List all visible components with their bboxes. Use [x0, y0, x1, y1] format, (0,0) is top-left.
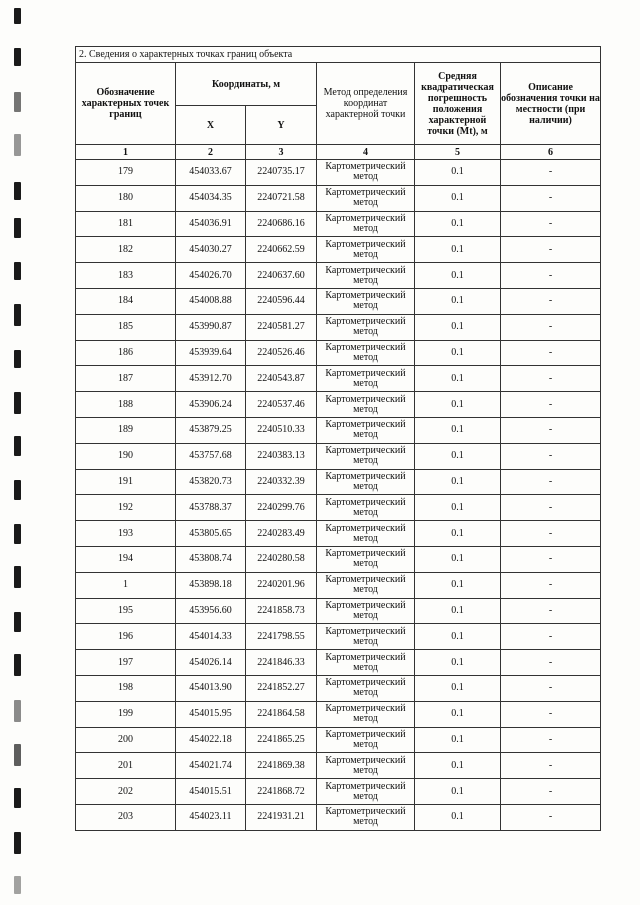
description-cell: -	[501, 340, 601, 366]
table-row	[76, 366, 601, 392]
error-cell: 0.1	[415, 340, 501, 366]
y-coordinate-cell: 2240510.33	[246, 417, 317, 443]
error-cell: 0.1	[415, 469, 501, 495]
header-y: Y	[246, 106, 317, 145]
y-coordinate-cell: 2240596.44	[246, 288, 317, 314]
y-coordinate-cell: 2241798.55	[246, 624, 317, 650]
method-cell: Картометрический метод	[317, 211, 415, 237]
method-cell: Картометрический метод	[317, 340, 415, 366]
table-row	[76, 495, 601, 521]
error-cell: 0.1	[415, 417, 501, 443]
description-cell: -	[501, 779, 601, 805]
error-cell: 0.1	[415, 443, 501, 469]
description-cell: -	[501, 263, 601, 289]
method-cell: Картометрический метод	[317, 263, 415, 289]
method-cell: Картометрический метод	[317, 804, 415, 830]
error-cell: 0.1	[415, 211, 501, 237]
error-cell: 0.1	[415, 366, 501, 392]
y-coordinate-cell: 2241864.58	[246, 701, 317, 727]
table-row	[76, 160, 601, 186]
description-cell: -	[501, 804, 601, 830]
point-number-cell: 190	[76, 443, 176, 469]
y-coordinate-cell: 2240543.87	[246, 366, 317, 392]
x-coordinate-cell: 453939.64	[176, 340, 246, 366]
y-coordinate-cell: 2240526.46	[246, 340, 317, 366]
error-cell: 0.1	[415, 753, 501, 779]
description-cell: -	[501, 288, 601, 314]
point-number-cell: 203	[76, 804, 176, 830]
y-coordinate-cell: 2241869.38	[246, 753, 317, 779]
error-cell: 0.1	[415, 675, 501, 701]
column-number: 1	[76, 145, 176, 160]
error-cell: 0.1	[415, 624, 501, 650]
point-number-cell: 186	[76, 340, 176, 366]
description-cell: -	[501, 701, 601, 727]
point-number-cell: 187	[76, 366, 176, 392]
x-coordinate-cell: 453805.65	[176, 521, 246, 547]
point-number-cell: 185	[76, 314, 176, 340]
table-row	[76, 572, 601, 598]
error-cell: 0.1	[415, 701, 501, 727]
method-cell: Картометрический метод	[317, 546, 415, 572]
table-row	[76, 185, 601, 211]
y-coordinate-cell: 2240383.13	[246, 443, 317, 469]
x-coordinate-cell: 454015.51	[176, 779, 246, 805]
y-coordinate-cell: 2240637.60	[246, 263, 317, 289]
point-number-cell: 183	[76, 263, 176, 289]
point-number-cell: 191	[76, 469, 176, 495]
point-number-cell: 188	[76, 392, 176, 418]
x-coordinate-cell: 454022.18	[176, 727, 246, 753]
table-row	[76, 469, 601, 495]
y-coordinate-cell: 2240686.16	[246, 211, 317, 237]
error-cell: 0.1	[415, 572, 501, 598]
x-coordinate-cell: 454015.95	[176, 701, 246, 727]
binder-holes-strip	[0, 0, 40, 905]
header-x: X	[176, 106, 246, 145]
point-number-cell: 181	[76, 211, 176, 237]
y-coordinate-cell: 2241865.25	[246, 727, 317, 753]
method-cell: Картометрический метод	[317, 443, 415, 469]
description-cell: -	[501, 727, 601, 753]
description-cell: -	[501, 753, 601, 779]
method-cell: Картометрический метод	[317, 314, 415, 340]
point-number-cell: 180	[76, 185, 176, 211]
y-coordinate-cell: 2240201.96	[246, 572, 317, 598]
point-number-cell: 198	[76, 675, 176, 701]
error-cell: 0.1	[415, 263, 501, 289]
x-coordinate-cell: 453990.87	[176, 314, 246, 340]
method-cell: Картометрический метод	[317, 779, 415, 805]
y-coordinate-cell: 2241852.27	[246, 675, 317, 701]
table-row	[76, 417, 601, 443]
x-coordinate-cell: 453912.70	[176, 366, 246, 392]
point-number-cell: 189	[76, 417, 176, 443]
table-row	[76, 340, 601, 366]
x-coordinate-cell: 454036.91	[176, 211, 246, 237]
description-cell: -	[501, 546, 601, 572]
method-cell: Картометрический метод	[317, 417, 415, 443]
table-row	[76, 650, 601, 676]
method-cell: Картометрический метод	[317, 237, 415, 263]
method-cell: Картометрический метод	[317, 366, 415, 392]
y-coordinate-cell: 2240537.46	[246, 392, 317, 418]
x-coordinate-cell: 453757.68	[176, 443, 246, 469]
table-row	[76, 521, 601, 547]
y-coordinate-cell: 2241846.33	[246, 650, 317, 676]
error-cell: 0.1	[415, 392, 501, 418]
y-coordinate-cell: 2241868.72	[246, 779, 317, 805]
method-cell: Картометрический метод	[317, 753, 415, 779]
description-cell: -	[501, 417, 601, 443]
table-row	[76, 546, 601, 572]
description-cell: -	[501, 624, 601, 650]
point-number-cell: 194	[76, 546, 176, 572]
method-cell: Картометрический метод	[317, 469, 415, 495]
description-cell: -	[501, 521, 601, 547]
x-coordinate-cell: 453906.24	[176, 392, 246, 418]
header-description: Описание обозначения точки на местности (при наличии)	[501, 63, 601, 145]
x-coordinate-cell: 454021.74	[176, 753, 246, 779]
error-cell: 0.1	[415, 185, 501, 211]
description-cell: -	[501, 469, 601, 495]
point-number-cell: 1	[76, 572, 176, 598]
description-cell: -	[501, 185, 601, 211]
table-row	[76, 392, 601, 418]
table-row	[76, 727, 601, 753]
x-coordinate-cell: 453898.18	[176, 572, 246, 598]
x-coordinate-cell: 454026.70	[176, 263, 246, 289]
point-number-cell: 179	[76, 160, 176, 186]
column-number: 5	[415, 145, 501, 160]
method-cell: Картометрический метод	[317, 701, 415, 727]
y-coordinate-cell: 2240332.39	[246, 469, 317, 495]
table-row	[76, 263, 601, 289]
method-cell: Картометрический метод	[317, 160, 415, 186]
table-row	[76, 443, 601, 469]
description-cell: -	[501, 237, 601, 263]
error-cell: 0.1	[415, 521, 501, 547]
x-coordinate-cell: 453788.37	[176, 495, 246, 521]
column-number: 4	[317, 145, 415, 160]
method-cell: Картометрический метод	[317, 572, 415, 598]
header-designation: Обозначение характерных точек границ	[76, 63, 176, 145]
method-cell: Картометрический метод	[317, 288, 415, 314]
description-cell: -	[501, 443, 601, 469]
method-cell: Картометрический метод	[317, 727, 415, 753]
x-coordinate-cell: 454008.88	[176, 288, 246, 314]
point-number-cell: 197	[76, 650, 176, 676]
error-cell: 0.1	[415, 288, 501, 314]
error-cell: 0.1	[415, 779, 501, 805]
table-row	[76, 701, 601, 727]
y-coordinate-cell: 2240299.76	[246, 495, 317, 521]
description-cell: -	[501, 366, 601, 392]
x-coordinate-cell: 454030.27	[176, 237, 246, 263]
point-number-cell: 200	[76, 727, 176, 753]
error-cell: 0.1	[415, 314, 501, 340]
table-row	[76, 237, 601, 263]
method-cell: Картометрический метод	[317, 521, 415, 547]
error-cell: 0.1	[415, 804, 501, 830]
x-coordinate-cell: 454034.35	[176, 185, 246, 211]
x-coordinate-cell: 453956.60	[176, 598, 246, 624]
x-coordinate-cell: 454014.33	[176, 624, 246, 650]
description-cell: -	[501, 314, 601, 340]
x-coordinate-cell: 454033.67	[176, 160, 246, 186]
table-row	[76, 598, 601, 624]
table-row	[76, 624, 601, 650]
error-cell: 0.1	[415, 160, 501, 186]
boundary-points-table	[75, 46, 601, 831]
column-number: 6	[501, 145, 601, 160]
table-row	[76, 211, 601, 237]
error-cell: 0.1	[415, 237, 501, 263]
table-row	[76, 779, 601, 805]
point-number-cell: 199	[76, 701, 176, 727]
table-row	[76, 753, 601, 779]
x-coordinate-cell: 453808.74	[176, 546, 246, 572]
x-coordinate-cell: 454023.11	[176, 804, 246, 830]
method-cell: Картометрический метод	[317, 392, 415, 418]
point-number-cell: 193	[76, 521, 176, 547]
column-number: 3	[246, 145, 317, 160]
y-coordinate-cell: 2240280.58	[246, 546, 317, 572]
method-cell: Картометрический метод	[317, 598, 415, 624]
error-cell: 0.1	[415, 546, 501, 572]
x-coordinate-cell: 454013.90	[176, 675, 246, 701]
description-cell: -	[501, 160, 601, 186]
table-row	[76, 804, 601, 830]
point-number-cell: 201	[76, 753, 176, 779]
header-method: Метод определения координат характерной точки	[317, 63, 415, 145]
y-coordinate-cell: 2241858.73	[246, 598, 317, 624]
table-row	[76, 675, 601, 701]
method-cell: Картометрический метод	[317, 624, 415, 650]
point-number-cell: 202	[76, 779, 176, 805]
description-cell: -	[501, 392, 601, 418]
y-coordinate-cell: 2241931.21	[246, 804, 317, 830]
table-row	[76, 288, 601, 314]
x-coordinate-cell: 453820.73	[176, 469, 246, 495]
description-cell: -	[501, 572, 601, 598]
header-error: Средняя квадратическая погрешность положения характерной точки (Mt), м	[415, 63, 501, 145]
error-cell: 0.1	[415, 727, 501, 753]
y-coordinate-cell: 2240283.49	[246, 521, 317, 547]
y-coordinate-cell: 2240662.59	[246, 237, 317, 263]
description-cell: -	[501, 650, 601, 676]
description-cell: -	[501, 675, 601, 701]
point-number-cell: 184	[76, 288, 176, 314]
description-cell: -	[501, 211, 601, 237]
method-cell: Картометрический метод	[317, 185, 415, 211]
point-number-cell: 195	[76, 598, 176, 624]
method-cell: Картометрический метод	[317, 495, 415, 521]
column-number: 2	[176, 145, 246, 160]
error-cell: 0.1	[415, 650, 501, 676]
x-coordinate-cell: 453879.25	[176, 417, 246, 443]
error-cell: 0.1	[415, 598, 501, 624]
header-coordinates: Координаты, м	[176, 63, 317, 106]
table-row	[76, 314, 601, 340]
error-cell: 0.1	[415, 495, 501, 521]
point-number-cell: 192	[76, 495, 176, 521]
y-coordinate-cell: 2240721.58	[246, 185, 317, 211]
section-title: 2. Сведения о характерных точках границ объекта	[76, 47, 601, 63]
description-cell: -	[501, 598, 601, 624]
point-number-cell: 182	[76, 237, 176, 263]
x-coordinate-cell: 454026.14	[176, 650, 246, 676]
column-numbers-row	[76, 145, 601, 160]
point-number-cell: 196	[76, 624, 176, 650]
y-coordinate-cell: 2240735.17	[246, 160, 317, 186]
method-cell: Картометрический метод	[317, 650, 415, 676]
method-cell: Картометрический метод	[317, 675, 415, 701]
table-body	[76, 160, 601, 831]
y-coordinate-cell: 2240581.27	[246, 314, 317, 340]
description-cell: -	[501, 495, 601, 521]
